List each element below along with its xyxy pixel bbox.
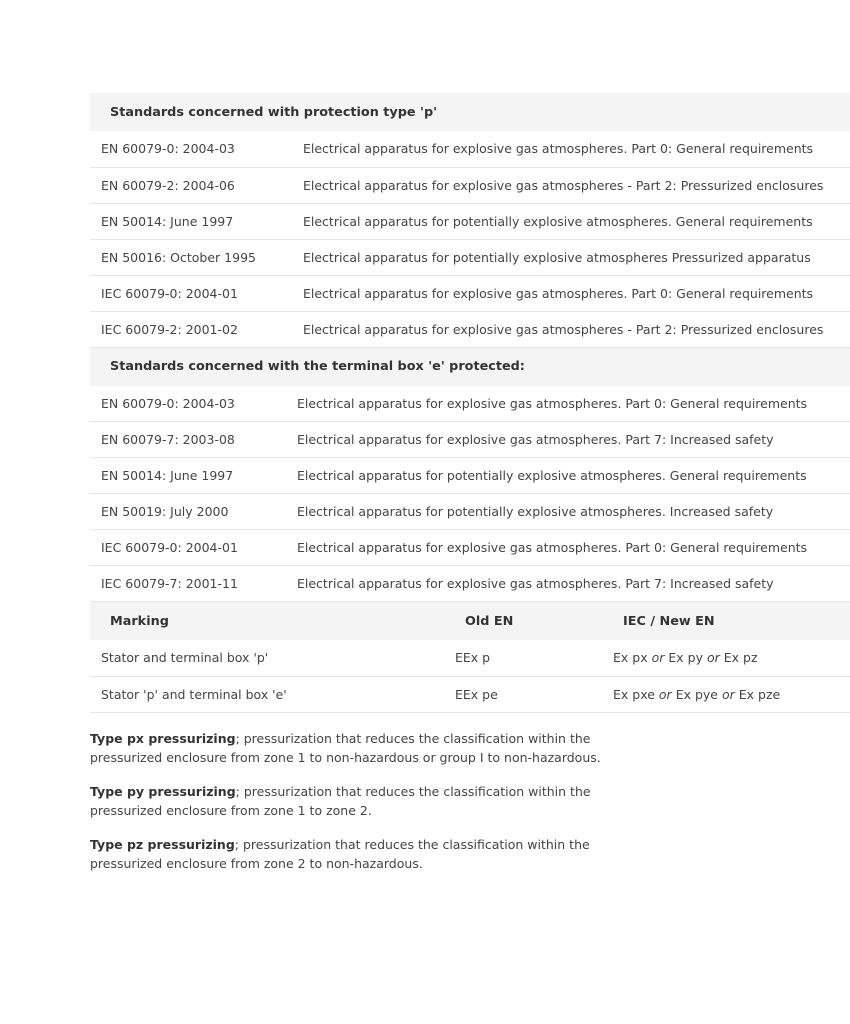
- note-paragraph: [90, 729, 650, 768]
- standard-description: Electrical apparatus for explosive gas atmospheres. Part 0: General requirements: [297, 395, 808, 411]
- table-row: [90, 167, 850, 203]
- standard-code: IEC 60079-7: 2001-11: [101, 576, 238, 591]
- standard-code: IEC 60079-0: 2004-01: [101, 540, 238, 555]
- table-row: [90, 311, 850, 347]
- note-term: Type py pressurizing: [90, 783, 236, 799]
- table-row: [90, 131, 850, 167]
- note-text: ; pressurization that reduces the classification within the pressurized enclosure from zone 1 to zone 2.: [90, 783, 591, 818]
- standard-description: Electrical apparatus for explosive gas atmospheres - Part 2: Pressurized enclosures: [303, 321, 824, 337]
- table-header: [90, 348, 850, 386]
- marking-table: [90, 602, 850, 713]
- column-header-old-en: Old EN: [465, 613, 514, 629]
- note-paragraph: [90, 835, 650, 874]
- column-header-marking: Marking: [110, 613, 169, 629]
- standard-code: EN 60079-0: 2004-03: [101, 395, 235, 411]
- standard-description: Electrical apparatus for potentially explosive atmospheres. General requirements: [297, 468, 807, 483]
- pressurizing-notes: [90, 729, 650, 874]
- old-en-cell: EEx p: [455, 650, 491, 666]
- standard-code: EN 60079-2: 2004-06: [101, 177, 235, 193]
- standard-code: EN 50014: June 1997: [101, 213, 234, 229]
- new-en-cell: [613, 640, 850, 676]
- new-en-code: Ex px: [613, 650, 648, 666]
- table-row: [90, 530, 850, 566]
- table-row: [90, 640, 850, 676]
- new-en-code: Ex pye: [675, 686, 718, 702]
- new-en-code: Ex pxe: [613, 686, 655, 702]
- or-connector: or: [651, 650, 665, 666]
- standard-code: IEC 60079-2: 2001-02: [101, 321, 238, 337]
- table-header: [90, 93, 850, 131]
- column-header-new-en: IEC / New EN: [623, 613, 715, 629]
- table-row: [90, 203, 850, 239]
- standard-code: EN 60079-0: 2004-03: [101, 141, 235, 157]
- table-row: [90, 494, 850, 530]
- terminal-box-e-table: [90, 348, 850, 603]
- section-heading: Standards concerned with protection type 'p': [110, 104, 438, 120]
- table-row: [90, 275, 850, 311]
- note-term: Type pz pressurizing: [90, 836, 235, 852]
- standard-code: EN 50019: July 2000: [101, 504, 229, 519]
- new-en-code: Ex pze: [738, 686, 781, 702]
- table-row: [90, 386, 850, 422]
- old-en-cell: EEx pe: [455, 686, 498, 702]
- protection-p-table: [90, 93, 850, 348]
- marking-cell: Stator 'p' and terminal box 'e': [101, 686, 287, 702]
- new-en-code: Ex pz: [723, 650, 758, 666]
- standard-description: Electrical apparatus for explosive gas atmospheres - Part 2: Pressurized enclosures: [303, 177, 824, 193]
- standard-description: Electrical apparatus for explosive gas atmospheres. Part 0: General requirements: [303, 141, 814, 157]
- standard-code: EN 60079-7: 2003-08: [101, 432, 235, 447]
- content: [90, 93, 824, 888]
- note-term: Type px pressurizing: [90, 730, 236, 746]
- standard-description: Electrical apparatus for potentially explosive atmospheres Pressurized apparatus: [303, 249, 811, 265]
- or-connector: or: [658, 686, 672, 702]
- table-row: [90, 458, 850, 494]
- standard-code: EN 50016: October 1995: [101, 249, 256, 265]
- marking-cell: Stator and terminal box 'p': [101, 650, 269, 666]
- standard-description: Electrical apparatus for explosive gas atmospheres. Part 7: Increased safety: [297, 432, 774, 447]
- standard-description: Electrical apparatus for explosive gas atmospheres. Part 7: Increased safety: [297, 576, 774, 591]
- standard-code: EN 50014: June 1997: [101, 468, 234, 483]
- table-row: [90, 676, 850, 712]
- or-connector: or: [721, 686, 735, 702]
- new-en-cell: [613, 676, 850, 712]
- new-en-code: Ex py: [668, 650, 703, 666]
- or-connector: or: [706, 650, 720, 666]
- standard-description: Electrical apparatus for explosive gas atmospheres. Part 0: General requirements: [303, 285, 814, 301]
- section-heading: Standards concerned with the terminal box 'e' protected:: [110, 359, 525, 374]
- note-paragraph: [90, 782, 650, 821]
- note-text: ; pressurization that reduces the classification within the pressurized enclosure from zone 1 to non-hazardous or group I to non-hazardous.: [90, 730, 601, 765]
- table-header: [90, 602, 850, 640]
- table-row: [90, 422, 850, 458]
- table-row: [90, 239, 850, 275]
- standard-description: Electrical apparatus for potentially explosive atmospheres. General requirements: [303, 213, 813, 229]
- standard-code: IEC 60079-0: 2004-01: [101, 285, 238, 301]
- table-row: [90, 566, 850, 602]
- standard-description: Electrical apparatus for explosive gas atmospheres. Part 0: General requirements: [297, 540, 808, 555]
- note-text: ; pressurization that reduces the classification within the pressurized enclosure from zone 2 to non-hazardous.: [90, 836, 590, 871]
- standard-description: Electrical apparatus for potentially explosive atmospheres. Increased safety: [297, 504, 774, 519]
